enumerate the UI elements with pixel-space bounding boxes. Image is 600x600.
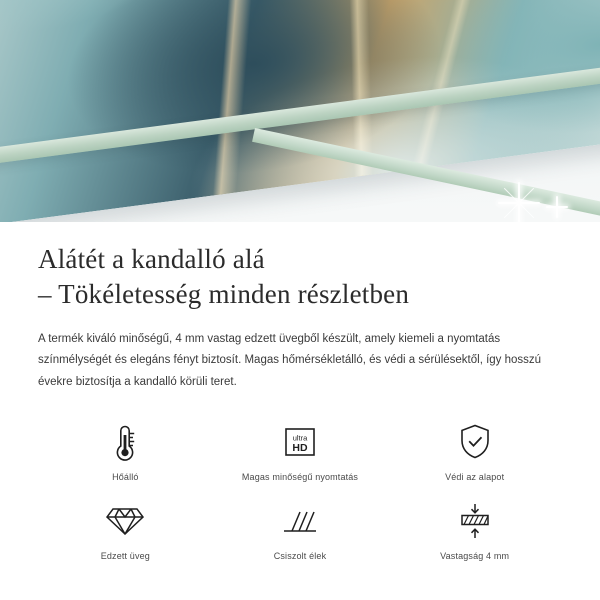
feature-item-tempered-glass	[38, 498, 213, 561]
feature-label: Magas minőségű nyomtatás	[241, 471, 359, 482]
polished-edges-icon	[280, 498, 320, 544]
feature-item-heat-resistant	[38, 419, 213, 482]
svg-text:HD: HD	[292, 441, 308, 454]
thermometer-icon	[108, 419, 142, 465]
hero-product-image	[0, 0, 600, 222]
feature-label: Vastagság 4 mm	[440, 550, 510, 561]
feature-label: Edzett üveg	[100, 550, 150, 561]
thickness-icon	[455, 498, 495, 544]
svg-text:ultra: ultra	[292, 433, 308, 443]
feature-item-polished-edges	[213, 498, 388, 561]
headline-line-1: Alátét a kandalló alá	[38, 244, 265, 274]
feature-label: Védi az alapot	[445, 471, 505, 482]
feature-grid	[38, 419, 562, 561]
ultra-hd-icon	[280, 419, 320, 465]
feature-item-surface-protection	[387, 419, 562, 482]
feature-item-thickness	[387, 498, 562, 561]
page-title	[38, 222, 562, 311]
feature-label: Hőálló	[112, 471, 139, 482]
diamond-icon	[105, 498, 145, 544]
headline-line-2: – Tökéletesség minden részletben	[38, 278, 410, 309]
shield-check-icon	[456, 419, 494, 465]
description-paragraph: A termék kiváló minőségű, 4 mm vastag edzett üvegből készült, amely kiemeli a nyomtatás színmélységét és elegáns fényt biztosít. Magas hőmérsékletálló, és védi a sérülésektől, így hosszú évekre biztosítja a kandalló körüli teret.	[38, 333, 542, 388]
feature-item-print-quality	[213, 419, 388, 482]
feature-label: Csiszolt élek	[273, 550, 327, 561]
content-area	[0, 222, 600, 561]
